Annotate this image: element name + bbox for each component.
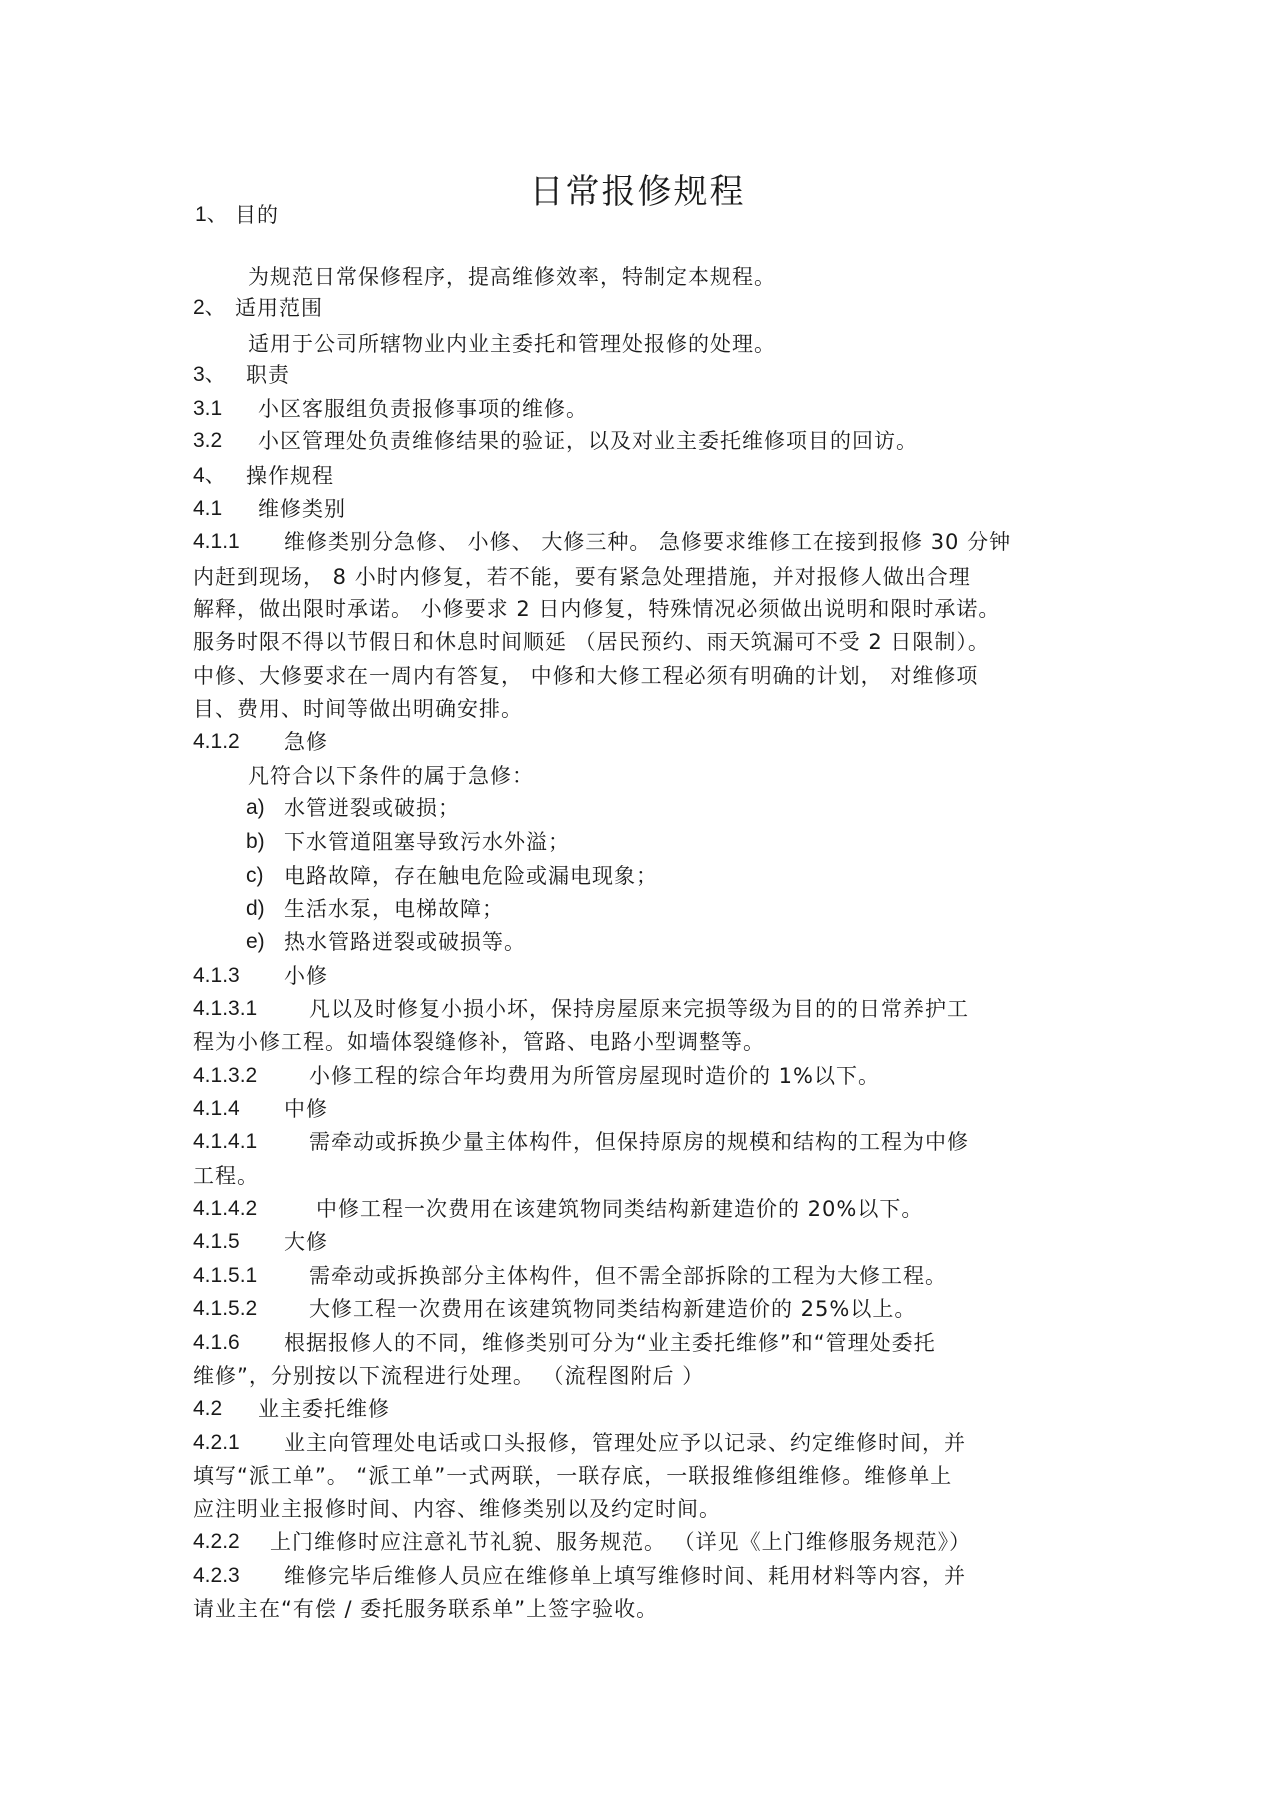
clause-text: 解释，做出限时承诺。 小修要求 2 日内修复，特殊情况必须做出说明和限时承诺。	[193, 597, 1001, 621]
clause-text: 上门维修时应注意礼节礼貌、服务规范。 （详见《上门维修服务规范》）	[270, 1530, 972, 1554]
clause-text: 热水管路迸裂或破损等。	[284, 930, 526, 954]
clause-text: 目、费用、时间等做出明确安排。	[193, 697, 523, 721]
clause-text: 目的	[235, 203, 279, 227]
clause-number: 3、	[193, 363, 226, 386]
clause-number: 4.2.1	[193, 1431, 240, 1454]
clause-number: 3.2	[193, 429, 223, 452]
clause-number: 4、	[193, 464, 226, 487]
clause-number: 4.1.4	[193, 1097, 240, 1120]
clause-number: 4.1.3	[193, 964, 240, 987]
clause-text: 小修	[284, 964, 328, 988]
clause-number: 4.2.3	[193, 1564, 240, 1587]
clause-text: 维修”，分别按以下流程进行处理。 （流程图附后 ）	[193, 1364, 705, 1388]
clause-text: 大修工程一次费用在该建筑物同类结构新建造价的 25%以上。	[309, 1297, 917, 1321]
clause-number: 4.1.5	[193, 1230, 240, 1253]
clause-number: c)	[246, 864, 264, 887]
clause-text: 小修工程的综合年均费用为所管房屋现时造价的 1%以下。	[309, 1064, 880, 1088]
clause-number: e)	[246, 930, 265, 953]
clause-number: 2、	[193, 296, 226, 319]
clause-number: b)	[246, 830, 265, 853]
clause-number: a)	[246, 796, 265, 819]
clause-text: 需牵动或拆换部分主体构件，但不需全部拆除的工程为大修工程。	[309, 1264, 947, 1288]
clause-text: 维修完毕后维修人员应在维修单上填写维修时间、耗用材料等内容，并	[284, 1564, 966, 1588]
clause-text: 中修、大修要求在一周内有答复， 中修和大修工程必须有明确的计划， 对维修项	[193, 664, 979, 688]
clause-text: 程为小修工程。如墙体裂缝修补，管路、电路小型调整等。	[193, 1030, 765, 1054]
clause-text: 业主委托维修	[258, 1397, 390, 1421]
clause-text: 中修工程一次费用在该建筑物同类结构新建造价的 20%以下。	[316, 1197, 924, 1221]
clause-number: 4.1.6	[193, 1331, 240, 1354]
clause-text: 下水管道阻塞导致污水外溢；	[284, 830, 570, 854]
clause-number: 4.1.3.2	[193, 1064, 258, 1087]
clause-text: 职责	[246, 363, 290, 387]
clause-number: 4.1.3.1	[193, 997, 258, 1020]
clause-text: 根据报修人的不同，维修类别可分为“业主委托维修”和“管理处委托	[284, 1331, 936, 1355]
clause-text: 适用于公司所辖物业内业主委托和管理处报修的处理。	[248, 332, 776, 356]
clause-number: 3.1	[193, 397, 223, 420]
clause-text: 小区管理处负责维修结果的验证，以及对业主委托维修项目的回访。	[258, 429, 918, 453]
clause-text: 需牵动或拆换少量主体构件，但保持原房的规模和结构的工程为中修	[309, 1130, 969, 1154]
clause-number: 4.1	[193, 497, 223, 520]
clause-number: 4.1.5.1	[193, 1264, 258, 1287]
clause-text: 工程。	[193, 1164, 259, 1188]
clause-number: 4.1.4.2	[193, 1197, 258, 1220]
clause-text: 急修	[284, 730, 328, 754]
clause-number: 4.1.2	[193, 730, 240, 753]
clause-text: 适用范围	[235, 296, 323, 320]
clause-text: 维修类别	[258, 497, 346, 521]
clause-text: 请业主在“有偿 / 委托服务联系单”上签字验收。	[193, 1597, 659, 1621]
clause-text: 内赶到现场， 8 小时内修复，若不能，要有紧急处理措施，并对报修人做出合理	[193, 565, 971, 589]
clause-text: 填写“派工单”。 “派工单”一式两联，一联存底，一联报维修组维修。维修单上	[193, 1464, 953, 1488]
clause-text: 操作规程	[246, 464, 334, 488]
clause-text: 大修	[284, 1230, 328, 1254]
clause-number: 1、	[195, 203, 228, 226]
clause-number: d)	[246, 897, 265, 920]
clause-number: 4.1.5.2	[193, 1297, 258, 1320]
clause-text: 凡以及时修复小损小坏，保持房屋原来完损等级为目的的日常养护工	[309, 997, 969, 1021]
clause-text: 中修	[284, 1097, 328, 1121]
clause-text: 电路故障，存在触电危险或漏电现象；	[284, 864, 658, 888]
clause-number: 4.1.4.1	[193, 1130, 258, 1153]
clause-number: 4.2.2	[193, 1530, 240, 1553]
clause-text: 维修类别分急修、 小修、 大修三种。 急修要求维修工在接到报修 30 分钟	[284, 530, 1012, 554]
clause-text: 水管迸裂或破损；	[284, 796, 460, 820]
document-title: 日常报修规程	[529, 172, 746, 212]
clause-text: 应注明业主报修时间、内容、维修类别以及约定时间。	[193, 1497, 721, 1521]
clause-text: 业主向管理处电话或口头报修，管理处应予以记录、约定维修时间，并	[284, 1431, 966, 1455]
clause-text: 小区客服组负责报修事项的维修。	[258, 397, 588, 421]
clause-text: 服务时限不得以节假日和休息时间顺延 （居民预约、雨天筑漏可不受 2 日限制）。	[193, 630, 990, 654]
clause-text: 生活水泵，电梯故障；	[284, 897, 504, 921]
clause-number: 4.2	[193, 1397, 223, 1420]
clause-number: 4.1.1	[193, 530, 240, 553]
clause-text: 为规范日常保修程序，提高维修效率，特制定本规程。	[248, 265, 776, 289]
clause-text: 凡符合以下条件的属于急修：	[248, 764, 534, 788]
